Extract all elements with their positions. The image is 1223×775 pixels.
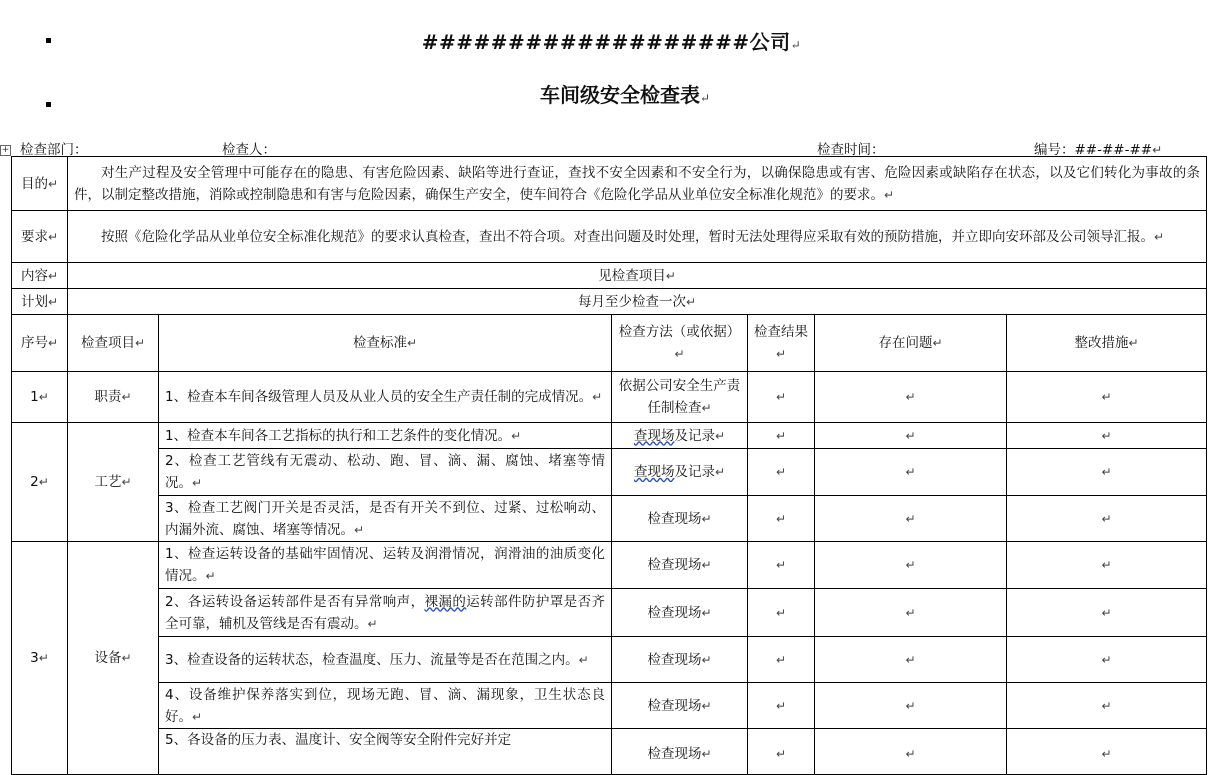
table-row	[12, 449, 1207, 496]
action-cell[interactable]: ↵	[1007, 589, 1207, 637]
header-problem: 存在问题↵	[815, 315, 1007, 372]
result-cell[interactable]: ↵	[748, 729, 815, 775]
result-cell[interactable]: ↵	[748, 683, 815, 729]
problem-cell[interactable]: ↵	[815, 372, 1007, 423]
purpose-row	[12, 157, 1207, 211]
result-cell[interactable]: ↵	[748, 449, 815, 496]
document-number: 编号：##-##-##↵	[1034, 142, 1163, 158]
action-cell[interactable]: ↵	[1007, 372, 1207, 423]
header-result: 检查结果↵	[748, 315, 815, 372]
result-cell[interactable]: ↵	[748, 542, 815, 589]
item-cell: 职责↵	[68, 372, 159, 423]
seq-cell: 3↵	[12, 542, 68, 775]
table-row	[12, 496, 1207, 542]
problem-cell[interactable]: ↵	[815, 423, 1007, 449]
problem-cell[interactable]: ↵	[815, 637, 1007, 683]
table-row	[12, 372, 1207, 423]
problem-cell[interactable]: ↵	[815, 683, 1007, 729]
item-cell: 设备↵	[68, 542, 159, 775]
problem-cell[interactable]: ↵	[815, 496, 1007, 542]
method-cell[interactable]: 检查现场↵	[612, 542, 748, 589]
table-move-handle-icon[interactable]: +	[1, 145, 10, 155]
table-row	[12, 542, 1207, 589]
requirement-row	[12, 211, 1207, 263]
item-cell: 工艺↵	[68, 423, 159, 542]
method-cell[interactable]: 查现场及记录↵	[612, 449, 748, 496]
action-cell[interactable]: ↵	[1007, 423, 1207, 449]
standard-cell[interactable]: 3、检查工艺阀门开关是否灵活，是否有开关不到位、过紧、过松响动、内漏外流、腐蚀、堵塞等情况。↵	[159, 496, 612, 542]
header-item: 检查项目↵	[68, 315, 159, 372]
result-cell[interactable]: ↵	[748, 496, 815, 542]
standard-cell[interactable]: 2、各运转设备运转部件是否有异常响声，裸漏的运转部件防护罩是否齐全可靠，辅机及管线是否有震动。↵	[159, 589, 612, 637]
result-cell[interactable]: ↵	[748, 372, 815, 423]
seq-cell: 1↵	[12, 372, 68, 423]
action-cell[interactable]: ↵	[1007, 542, 1207, 589]
action-cell[interactable]: ↵	[1007, 729, 1207, 775]
plan-label-cell: 计划↵	[12, 289, 68, 315]
inspection-time-label: 检查时间：	[817, 142, 885, 158]
action-cell[interactable]: ↵	[1007, 496, 1207, 542]
table-row	[12, 423, 1207, 449]
action-cell[interactable]: ↵	[1007, 637, 1207, 683]
standard-cell[interactable]: 2、检查工艺管线有无震动、松动、跑、冒、滴、漏、腐蚀、堵塞等情况。↵	[159, 449, 612, 496]
standard-cell[interactable]: 1、检查本车间各工艺指标的执行和工艺条件的变化情况。↵	[159, 423, 612, 449]
company-heading: ###################公司↵	[421, 30, 802, 54]
document-title: 车间级安全检查表↵	[539, 83, 711, 107]
problem-cell[interactable]: ↵	[815, 589, 1007, 637]
header-standard: 检查标准↵	[159, 315, 612, 372]
inspector-label: 检查人：	[222, 142, 276, 158]
header-method: 检查方法（或依据）↵	[612, 315, 748, 372]
header-seq: 序号↵	[12, 315, 68, 372]
method-cell[interactable]: 检查现场↵	[612, 589, 748, 637]
standard-cell[interactable]: 5、各设备的压力表、温度计、安全阀等安全附件完好并定	[159, 729, 612, 775]
content-value-cell[interactable]: 见检查项目↵	[68, 263, 1207, 289]
method-cell[interactable]: 查现场及记录↵	[612, 423, 748, 449]
result-cell[interactable]: ↵	[748, 423, 815, 449]
problem-cell[interactable]: ↵	[815, 542, 1007, 589]
action-cell[interactable]: ↵	[1007, 683, 1207, 729]
table-row	[12, 589, 1207, 637]
standard-cell[interactable]: 4、设备维护保养落实到位，现场无跑、冒、滴、漏现象，卫生状态良好。↵	[159, 683, 612, 729]
header-action: 整改措施↵	[1007, 315, 1207, 372]
problem-cell[interactable]: ↵	[815, 449, 1007, 496]
problem-cell[interactable]: ↵	[815, 729, 1007, 775]
standard-cell[interactable]: 1、检查本车间各级管理人员及从业人员的安全生产责任制的完成情况。↵	[159, 372, 612, 423]
action-cell[interactable]: ↵	[1007, 449, 1207, 496]
inspection-table	[11, 156, 1207, 775]
table-row	[12, 729, 1207, 775]
table-row	[12, 683, 1207, 729]
method-cell[interactable]: 检查现场↵	[612, 496, 748, 542]
plan-value-cell[interactable]: 每月至少检查一次↵	[68, 289, 1207, 315]
result-cell[interactable]: ↵	[748, 589, 815, 637]
column-header-row	[12, 315, 1207, 372]
method-cell[interactable]: 检查现场↵	[612, 637, 748, 683]
table-row	[12, 637, 1207, 683]
standard-cell[interactable]: 1、检查运转设备的基础牢固情况、运转及润滑情况，润滑油的油质变化情况。↵	[159, 542, 612, 589]
result-cell[interactable]: ↵	[748, 637, 815, 683]
seq-cell: 2↵	[12, 423, 68, 542]
method-cell[interactable]: 依据公司安全生产责任制检查↵	[612, 372, 748, 423]
content-row	[12, 263, 1207, 289]
requirement-text-cell[interactable]: 按照《危险化学品从业单位安全标准化规范》的要求认真检查，查出不符合项。对查出问题及时处理，暂时无法处理得应采取有效的预防措施，并立即向安环部及公司领导汇报。↵	[68, 211, 1207, 263]
requirement-label-cell: 要求↵	[12, 211, 68, 263]
purpose-text-cell[interactable]: 对生产过程及安全管理中可能存在的隐患、有害危险因素、缺陷等进行查证，查找不安全因素和不安全行为，以确保隐患或有害、危险因素或缺陷存在状态，以及它们转化为事故的条件，以制定整改措施，消除或控制隐患和有害与危险因素，确保生产安全，使车间符合《危险化学品从业单位安全标准化规范》的要求。↵	[68, 157, 1207, 211]
purpose-label-cell: 目的↵	[12, 157, 68, 211]
method-cell[interactable]: 检查现场↵	[612, 683, 748, 729]
content-label-cell: 内容↵	[12, 263, 68, 289]
method-cell[interactable]: 检查现场↵	[612, 729, 748, 775]
standard-cell[interactable]: 3、检查设备的运转状态，检查温度、压力、流量等是否在范围之内。↵	[159, 637, 612, 683]
plan-row	[12, 289, 1207, 315]
department-label: 检查部门：	[20, 142, 88, 158]
